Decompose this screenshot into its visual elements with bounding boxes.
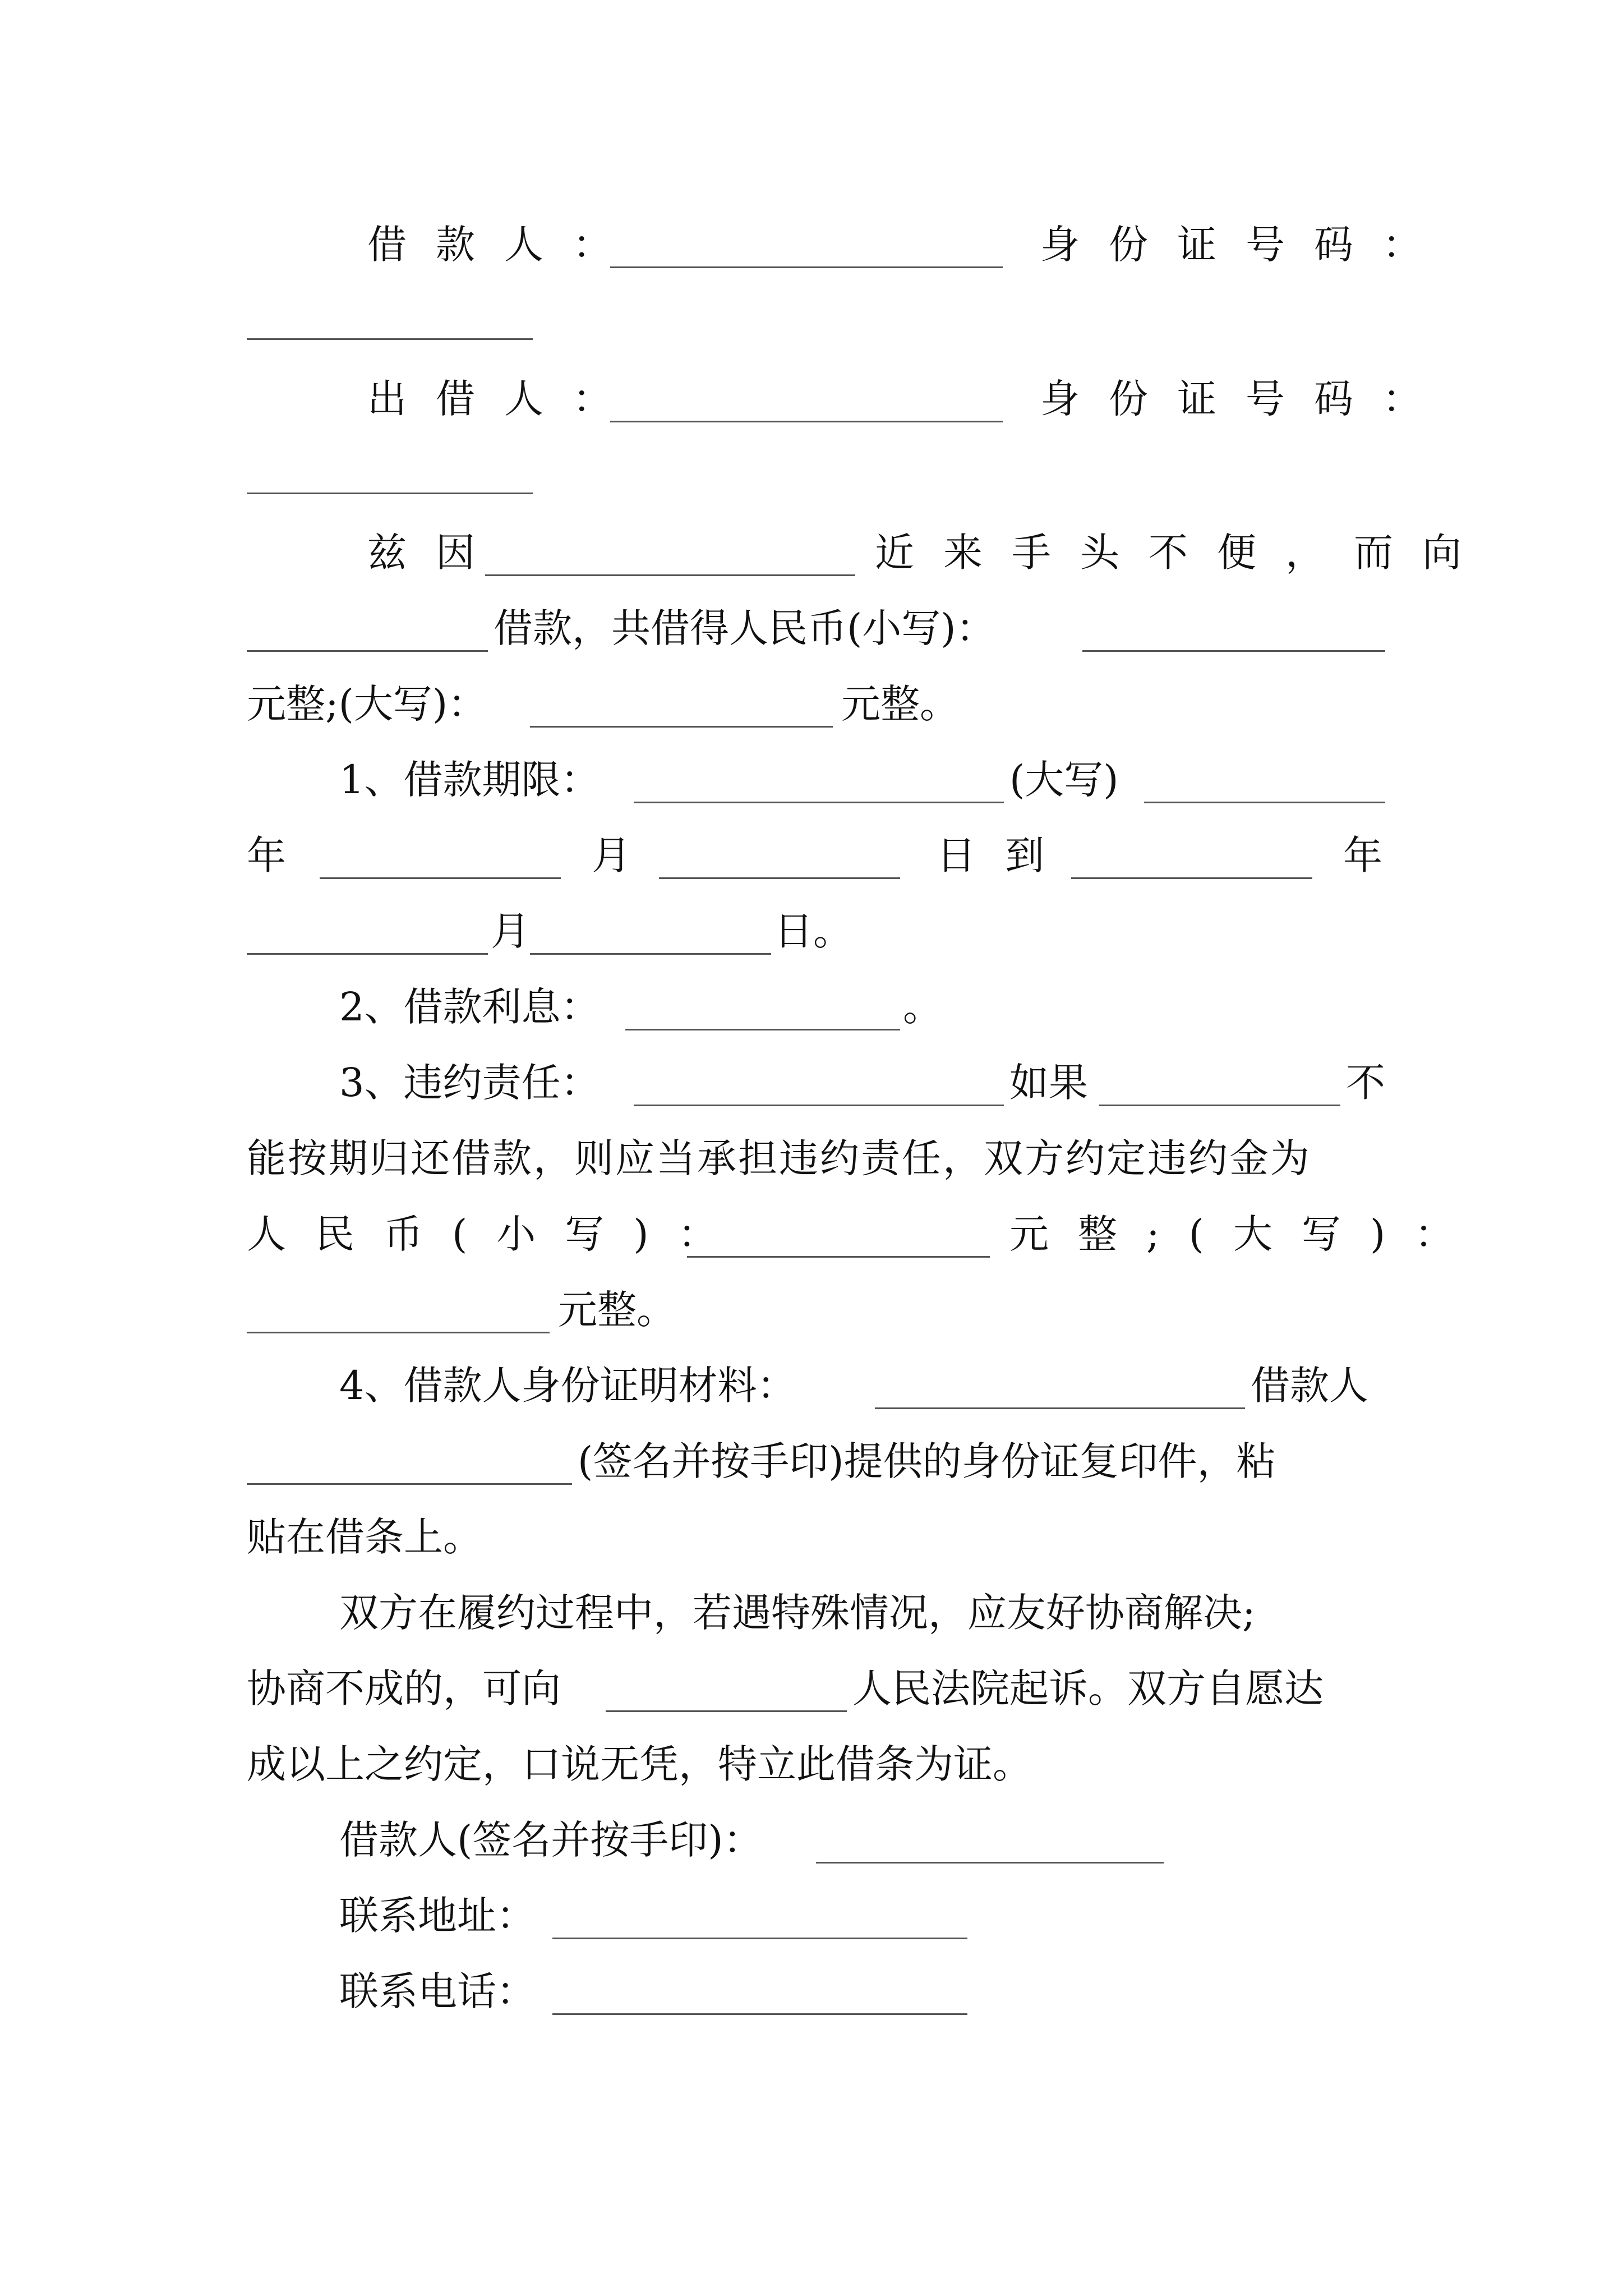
reason-line3-b: 元整。 (841, 681, 959, 727)
term-upper-blank[interactable] (1144, 769, 1385, 803)
amount-lower-blank[interactable] (1082, 618, 1385, 652)
id-proof-blank[interactable] (875, 1375, 1245, 1409)
penalty-lower-blank[interactable] (687, 1223, 990, 1258)
contact-phone-label: 联系电话： (339, 1968, 536, 2014)
clause3-line3-b: 元整;(大写)： (1009, 1211, 1483, 1257)
penalty-upper-blank[interactable] (247, 1299, 550, 1333)
reason-line2: 借款，共借得人民币(小写)： (494, 605, 995, 651)
clause1-ri-dao: 日到 (937, 832, 1073, 878)
borrower-id-label: 身份证号码： (1040, 222, 1451, 268)
clause1-nian2: 年 (1343, 832, 1382, 878)
dispute-line2-a: 协商不成的，可向 (247, 1665, 561, 1711)
clause1-ri-end: 日。 (774, 908, 852, 954)
borrower-sign-blank[interactable] (247, 1451, 572, 1485)
contact-address-blank[interactable] (552, 1905, 967, 1939)
lender-blank-2[interactable] (247, 618, 488, 652)
clause4-line3: 贴在借条上。 (247, 1514, 482, 1560)
contact-address-label: 联系地址： (339, 1893, 536, 1939)
clause3-label: 3、违约责任： (339, 1060, 600, 1106)
dispute-line2-b: 人民法院起诉。双方自愿达 (852, 1665, 1324, 1711)
amount-upper-blank[interactable] (530, 693, 833, 728)
borrower-label: 借款人： (367, 222, 641, 268)
term-blank[interactable] (634, 769, 1004, 803)
lender-id-blank[interactable] (247, 460, 533, 494)
party-blank[interactable] (1099, 1072, 1340, 1106)
dispute-line3: 成以上之约定，口说无凭，特立此借条为证。 (247, 1741, 1032, 1787)
lender-id-label: 身份证号码： (1040, 376, 1451, 422)
interest-blank[interactable] (625, 996, 900, 1030)
end-month-blank[interactable] (247, 921, 488, 955)
clause4-label: 4、借款人身份证明材料： (339, 1363, 796, 1409)
clause2-end: 。 (903, 984, 942, 1030)
clause1-yue: 月 (592, 832, 631, 878)
reason-prefix: 兹因 (367, 530, 504, 576)
liability-blank[interactable] (634, 1072, 1004, 1106)
clause4-line2: (签名并按手印)提供的身份证复印件，粘 (578, 1438, 1276, 1484)
clause3-ruguo: 如果 (1009, 1060, 1088, 1106)
clause3-bu: 不 (1346, 1060, 1385, 1106)
reason-mid: 近来手头不便，而向 (875, 530, 1491, 576)
contact-phone-blank[interactable] (552, 1981, 967, 2015)
clause3-line3-a: 人民币(小写)： (247, 1211, 746, 1257)
clause3-line4: 元整。 (558, 1287, 676, 1333)
borrower-id-blank[interactable] (247, 306, 533, 340)
clause1-label: 1、借款期限： (339, 757, 600, 803)
borrower-name-blank[interactable] (610, 234, 1003, 268)
end-year-blank[interactable] (1071, 845, 1312, 879)
lender-label: 出借人： (367, 376, 641, 422)
start-month-blank[interactable] (659, 845, 900, 879)
court-blank[interactable] (606, 1678, 847, 1712)
clause1-yue2: 月 (491, 908, 530, 954)
reason-name-blank[interactable] (485, 542, 855, 576)
start-year-blank[interactable] (320, 845, 561, 879)
clause3-line2: 能按期归还借款，则应当承担违约责任，双方约定违约金为 (247, 1135, 1311, 1181)
clause2-label: 2、借款利息： (339, 984, 600, 1030)
dispute-line1: 双方在履约过程中，若遇特殊情况，应友好协商解决; (339, 1590, 1256, 1636)
end-day-blank[interactable] (530, 921, 771, 955)
clause4-jiekuanren: 借款人 (1251, 1363, 1368, 1409)
clause1-daxie: (大写) (1009, 757, 1119, 803)
lender-name-blank[interactable] (610, 388, 1003, 422)
sign-borrower-label: 借款人(签名并按手印)： (339, 1817, 763, 1863)
reason-line3-a: 元整;(大写)： (247, 681, 487, 727)
sign-borrower-blank[interactable] (816, 1829, 1164, 1864)
clause1-nian: 年 (247, 832, 286, 878)
